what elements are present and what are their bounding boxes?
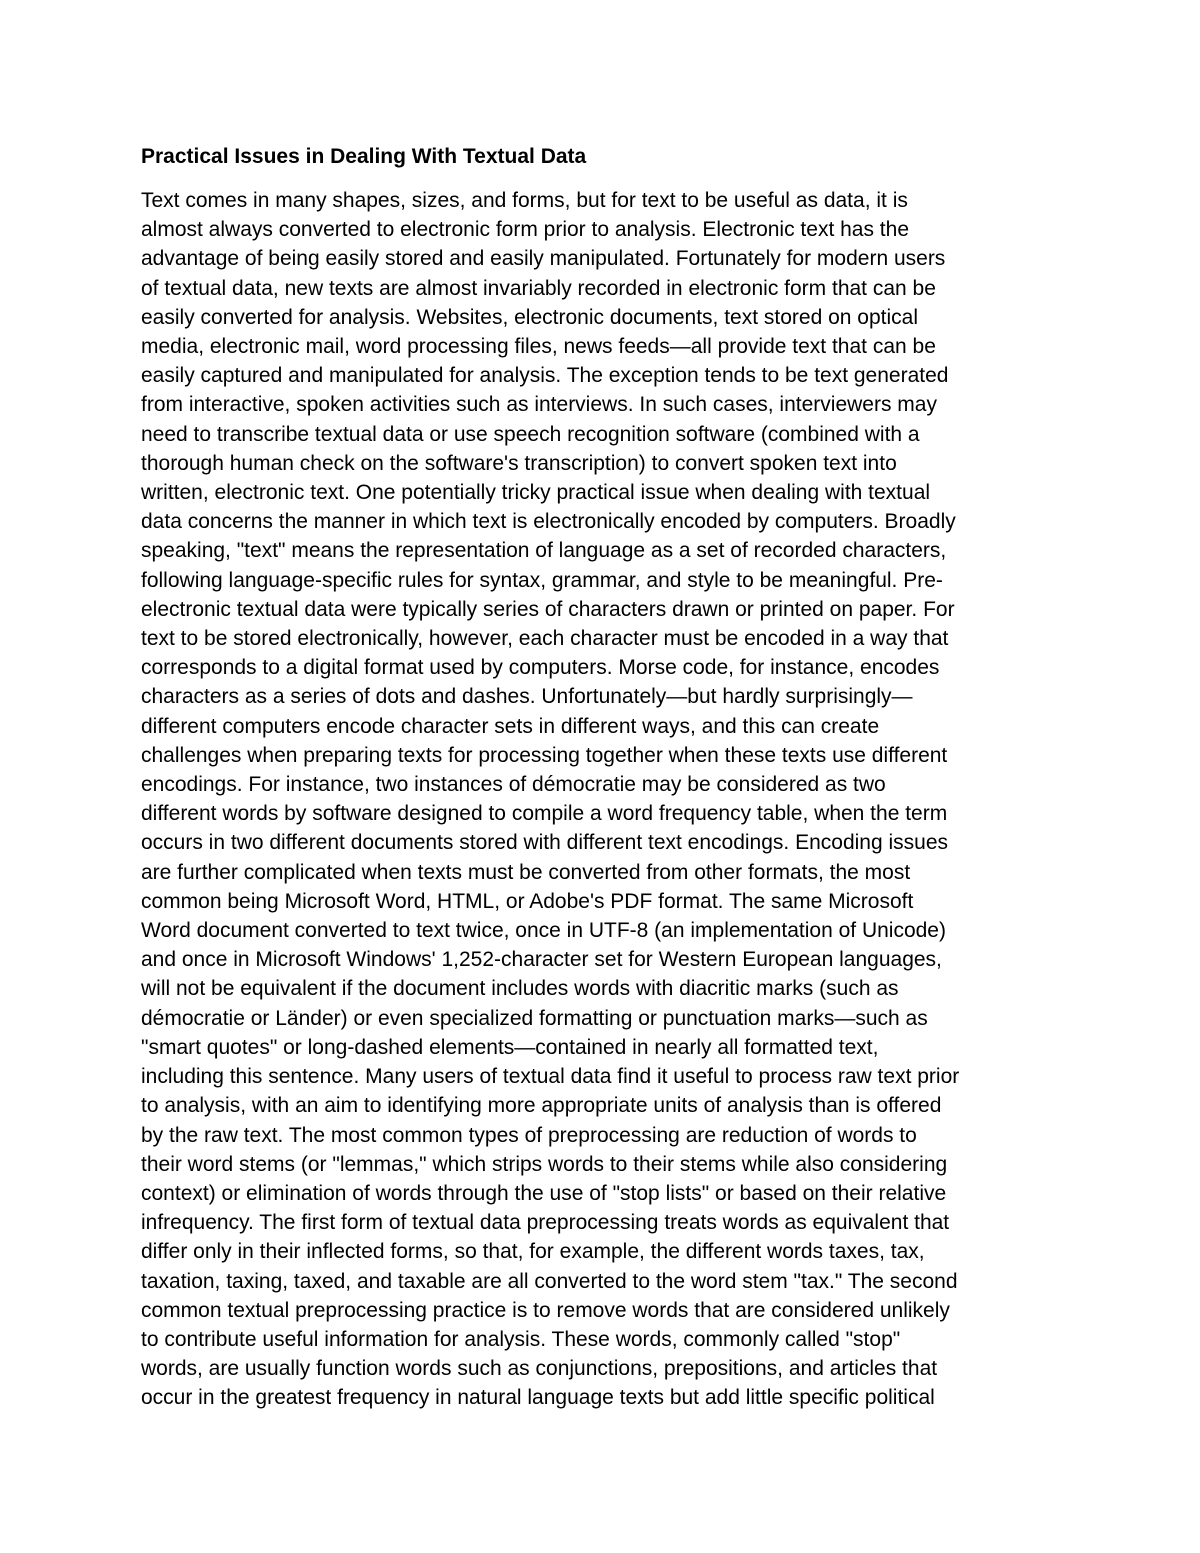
text-line: common textual preprocessing practice is to remove words that are considered unlikely (141, 1298, 950, 1322)
text-line: data concerns the manner in which text is electronically encoded by computers. Broadly (141, 510, 956, 534)
text-line: electronic textual data were typically series of characters drawn or printed on paper. For (141, 597, 955, 621)
text-line: démocratie or Länder) or even specialized formatting or punctuation marks—such as (141, 1006, 928, 1030)
text-line: common being Microsoft Word, HTML, or Adobe's PDF format. The same Microsoft (141, 889, 914, 913)
text-line: occurs in two different documents stored with different text encodings. Encoding issues (141, 831, 949, 855)
text-line: corresponds to a digital format used by computers. Morse code, for instance, encodes (141, 656, 940, 680)
text-line: including this sentence. Many users of textual data find it useful to process raw text prior (141, 1065, 960, 1089)
text-line: thorough human check on the software's transcription) to convert spoken text into (141, 451, 897, 475)
text-line: written, electronic text. One potentially tricky practical issue when dealing with textual (141, 481, 931, 505)
text-line: Text comes in many shapes, sizes, and forms, but for text to be useful as data, it is (141, 189, 908, 212)
text-line: differ only in their inflected forms, so that, for example, the different words taxes, tax, (141, 1240, 925, 1264)
text-line: by the raw text. The most common types of preprocessing are reduction of words to (141, 1123, 917, 1147)
text-line: are further complicated when texts must be converted from other formats, the most (141, 860, 911, 884)
text-line: encodings. For instance, two instances of démocratie may be considered as two (141, 773, 886, 797)
text-line: infrequency. The first form of textual data preprocessing treats words as equivalent that (141, 1211, 950, 1235)
text-line: easily captured and manipulated for analysis. The exception tends to be text generated (141, 364, 949, 388)
text-line: will not be equivalent if the document includes words with diacritic marks (such as (141, 977, 899, 1001)
text-line: media, electronic mail, word processing files, news feeds—all provide text that can be (141, 335, 936, 359)
text-line: from interactive, spoken activities such as interviews. In such cases, interviewers may (141, 393, 937, 417)
text-line: different computers encode character sets in different ways, and this can create (141, 714, 880, 738)
text-line: Word document converted to text twice, once in UTF-8 (an implementation of Unicode) (141, 919, 946, 943)
text-line: speaking, "text" means the representation of language as a set of recorded characters, (141, 539, 947, 563)
text-line: text to be stored electronically, however, each character must be encoded in a way that (141, 627, 949, 651)
text-line: challenges when preparing texts for processing together when these texts use different (141, 743, 948, 767)
text-line: need to transcribe textual data or use speech recognition software (combined with a (141, 422, 920, 446)
text-line: "smart quotes" or long-dashed elements—contained in nearly all formatted text, (141, 1035, 879, 1059)
text-line: following language-specific rules for syntax, grammar, and style to be meaningful. Pre- (141, 568, 943, 592)
body-paragraph (141, 186, 1071, 1413)
text-line: easily converted for analysis. Websites, electronic documents, text stored on optical (141, 305, 918, 329)
document-heading: Practical Issues in Dealing With Textual Data (141, 145, 587, 168)
text-line: taxation, taxing, taxed, and taxable are all converted to the word stem "tax." The second (141, 1269, 958, 1293)
text-line: to analysis, with an aim to identifying more appropriate units of analysis than is offered (141, 1094, 942, 1118)
text-line: different words by software designed to compile a word frequency table, when the term (141, 802, 948, 826)
text-line: context) or elimination of words through the use of "stop lists" or based on their relative (141, 1181, 947, 1205)
text-line: occur in the greatest frequency in natural language texts but add little specific political (141, 1386, 935, 1410)
text-line: their word stems (or "lemmas," which strips words to their stems while also considering (141, 1152, 948, 1176)
text-line: almost always converted to electronic form prior to analysis. Electronic text has the (141, 218, 909, 242)
text-line: of textual data, new texts are almost invariably recorded in electronic form that can be (141, 276, 936, 300)
text-line: characters as a series of dots and dashes. Unfortunately—but hardly surprisingly— (141, 685, 913, 709)
text-line: to contribute useful information for analysis. These words, commonly called "stop" (141, 1327, 901, 1351)
text-line: advantage of being easily stored and easily manipulated. Fortunately for modern users (141, 247, 946, 271)
text-line: and once in Microsoft Windows' 1,252-character set for Western European languages, (141, 948, 942, 972)
text-line: words, are usually function words such as conjunctions, prepositions, and articles that (141, 1357, 938, 1381)
